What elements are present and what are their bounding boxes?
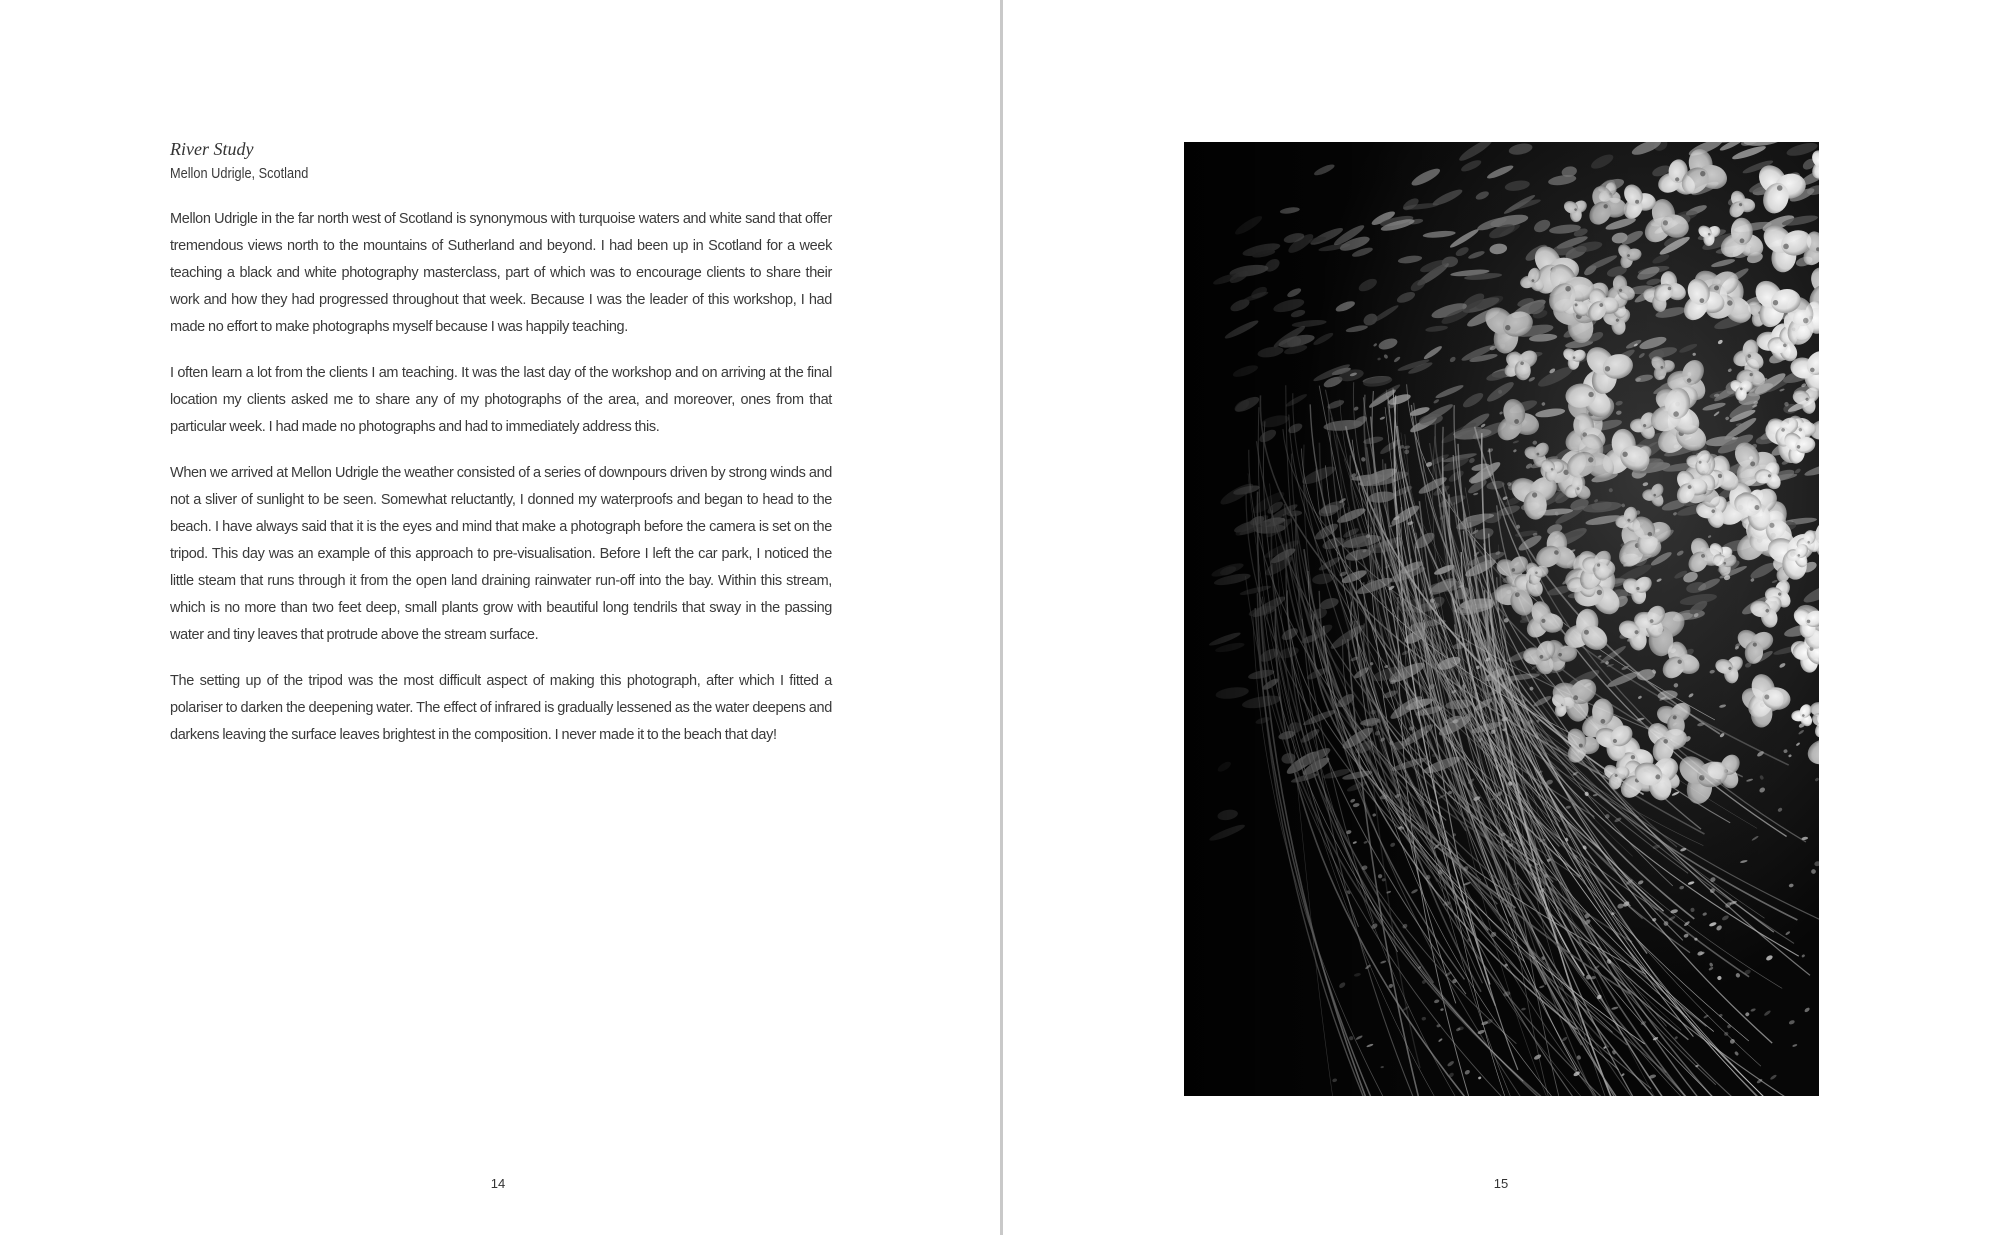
paragraph-2: I often learn a lot from the clients I am teaching. It was the last day of the workshop and on arriving at the final location my clients asked me to share any of my photographs of the area, and moreover, ones from that particular week. I had made no photographs and had to immediately address this.: [170, 365, 832, 435]
paragraph-3: When we arrived at Mellon Udrigle the weather consisted of a series of downpours driven by strong winds and not a sliver of sunlight to be seen. Somewhat reluctantly, I donned my waterproofs and began to head to the beach. I have always said that it is the eyes and mind that make a photograph before the camera is set on the tripod. This day was an example of this approach to pre-visualisation. Before I left the car park, I noticed the little steam that runs through it from the open land draining rainwater run-off into the bay. Within this stream, which is no more than two feet deep, small plants grow with beautiful long tendrils that sway in the passing water and tiny leaves that protrude above the stream surface.: [170, 465, 832, 643]
photo-title: River Study: [170, 139, 254, 159]
river-plants-photo: [1184, 142, 1819, 1096]
right-page: [1003, 0, 2000, 1235]
photo-location: Mellon Udrigle, Scotland: [170, 166, 309, 182]
page-number-left: 14: [490, 1176, 506, 1191]
paragraph-1: Mellon Udrigle in the far north west of Scotland is synonymous with turquoise waters and white sand that offer tremendous views north to the mountains of Sutherland and beyond. I had been up in Scotland for a week teaching a black and white photography masterclass, part of which was to encourage clients to share their work and how they had progressed throughout that week. Because I was the leader of this workshop, I had made no effort to make photographs myself because I was happily teaching.: [170, 211, 832, 335]
page-number-right: 15: [1493, 1176, 1509, 1191]
paragraph-4: The setting up of the tripod was the most difficult aspect of making this photograph, after which I fitted a polariser to darken the deepening water. The effect of infrared is gradually lessened as the water deepens and darkens leaving the surface leaves brightest in the composition. I never made it to the beach that day!: [170, 673, 832, 743]
text-block: [170, 136, 832, 768]
